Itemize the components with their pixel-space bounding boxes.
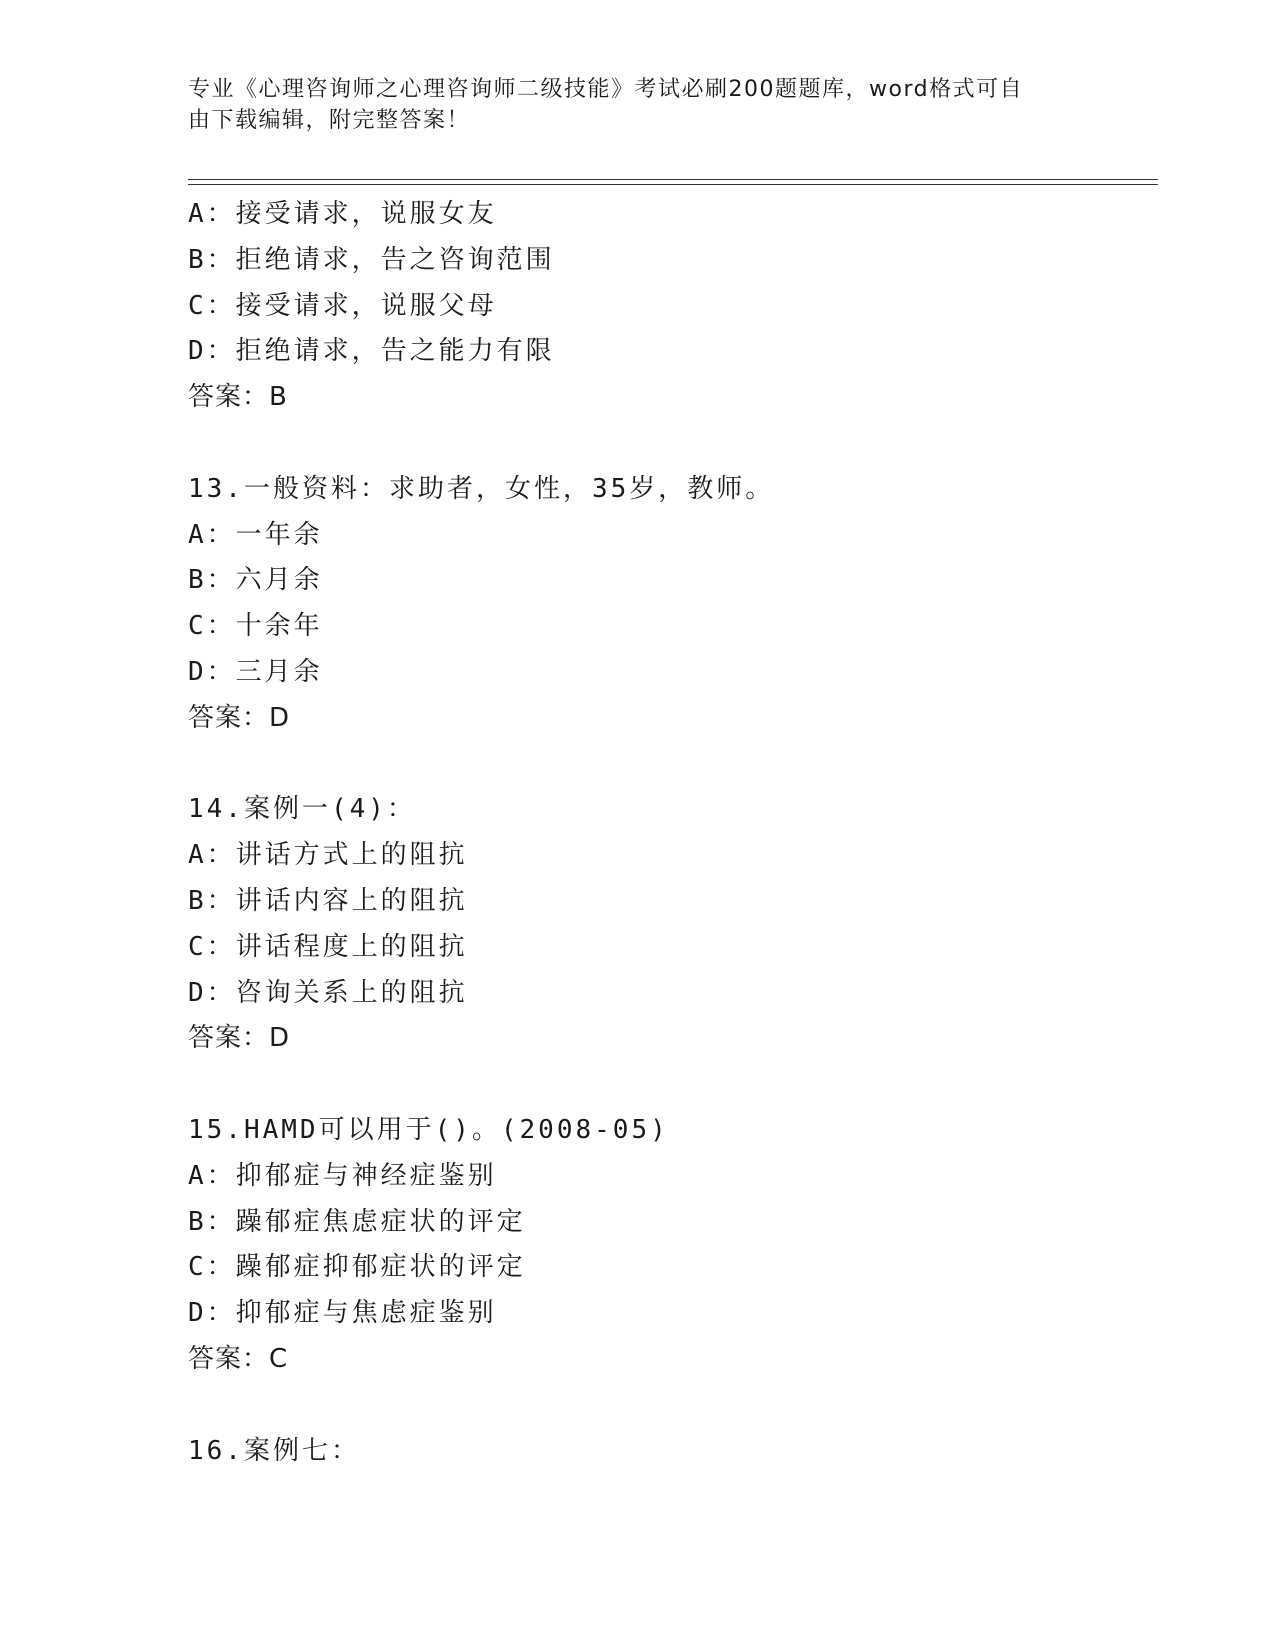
option-d: D：拒绝请求，告之能力有限 <box>188 336 555 367</box>
header-line-1: 专业《心理咨询师之心理咨询师二级技能》考试必刷200题题库，word格式可自 <box>188 77 1024 102</box>
option-a: A：接受请求，说服女友 <box>188 199 497 229</box>
option-a: A：抑郁症与神经症鉴别 <box>188 1160 497 1191</box>
option-c: C：讲话程度上的阻抗 <box>188 931 468 962</box>
answer-line: 答案：D <box>188 1023 291 1054</box>
question-block-14 <box>188 787 1148 1062</box>
answer-line: 答案：B <box>188 382 288 413</box>
option-a: A：一年余 <box>188 519 323 550</box>
question-block-12 <box>188 192 1148 421</box>
option-d: D：咨询关系上的阻抗 <box>188 977 468 1008</box>
question-stem: 15.HAMD可以用于()。(2008-05) <box>188 1114 669 1145</box>
option-b: B：六月余 <box>188 565 323 596</box>
question-block-13 <box>188 467 1148 742</box>
option-d: D：三月余 <box>188 656 323 687</box>
answer-line: 答案：C <box>188 1343 289 1374</box>
question-stem: 14.案例一(4)： <box>188 794 416 825</box>
option-b: B：拒绝请求，告之咨询范围 <box>188 244 555 275</box>
option-a: A：讲话方式上的阻抗 <box>188 840 468 871</box>
answer-line: 答案：D <box>188 702 291 733</box>
document-header <box>188 74 1078 136</box>
question-list <box>188 192 1148 1474</box>
question-stem: 13.一般资料：求助者，女性，35岁，教师。 <box>188 473 775 504</box>
option-c: C：接受请求，说服父母 <box>188 290 497 321</box>
header-line-2: 由下载编辑，附完整答案！ <box>188 108 471 133</box>
option-b: B：躁郁症焦虑症状的评定 <box>188 1206 526 1237</box>
option-c: C：十余年 <box>188 611 323 642</box>
header-divider-top <box>188 179 1158 180</box>
option-c: C：躁郁症抑郁症状的评定 <box>188 1252 526 1283</box>
question-block-16 <box>188 1429 1148 1475</box>
header-divider-bottom <box>188 184 1158 185</box>
option-d: D：抑郁症与焦虑症鉴别 <box>188 1298 497 1329</box>
option-b: B：讲话内容上的阻抗 <box>188 885 468 916</box>
question-stem: 16.案例七： <box>188 1435 360 1466</box>
question-block-15 <box>188 1108 1148 1383</box>
